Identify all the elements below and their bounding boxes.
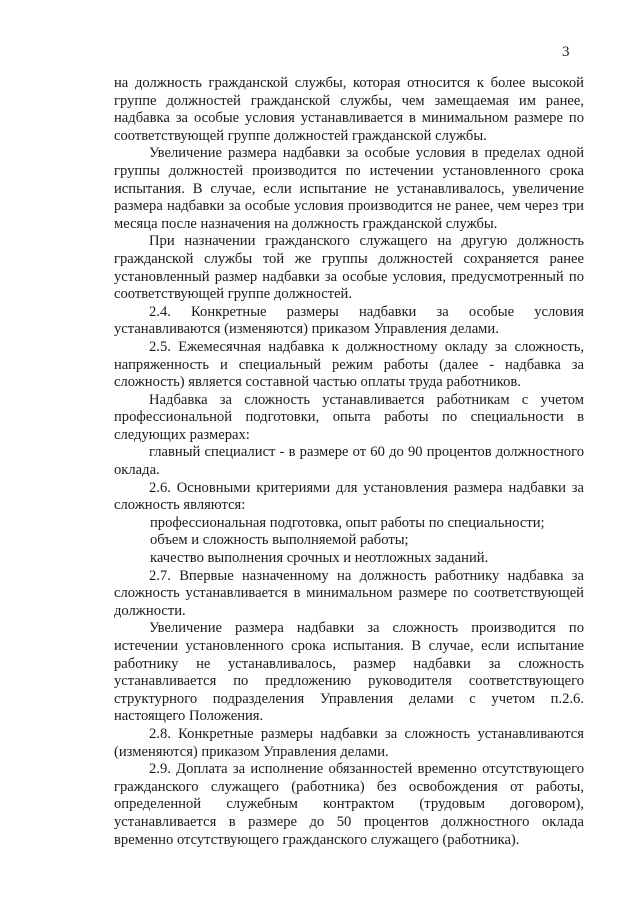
criteria-list-item: объем и сложность выполняемой работы; — [150, 532, 409, 549]
criteria-list-item: профессиональная подготовка, опыт работы по специальности; — [150, 514, 545, 531]
paragraph: При назначении гражданского служащего на другую должность гражданской службы той же группы должностей сохраняется ранее установленный размер надбавки за особые условия, предусмотренный по соответствующей группе должностей. — [114, 233, 584, 303]
paragraph: Надбавка за сложность устанавливается работникам с учетом профессиональной подготовки, опыта работы по специальности в следующих размерах: — [114, 391, 584, 443]
criteria-list-item: качество выполнения срочных и неотложных заданий. — [150, 550, 489, 567]
section-2-8: 2.8. Конкретные размеры надбавки за сложность устанавливаются (изменяются) приказом Управления делами. — [114, 725, 584, 760]
section-2-7: 2.7. Впервые назначенному на должность работнику надбавка за сложность устанавливается в минимальном размере по соответствующей должности. — [114, 567, 584, 619]
section-2-4: 2.4. Конкретные размеры надбавки за особые условия устанавливаются (изменяются) приказом Управления делами. — [114, 303, 584, 338]
section-2-6: 2.6. Основными критериями для установления размера надбавки за сложность являются: — [114, 479, 584, 514]
paragraph: на должность гражданской службы, которая относится к более высокой группе должностей гражданской службы, чем замещаемая им ранее, надбавка за особые условия устанавливается в минимальном размере по соответствующей группе должностей гражданской службы. — [114, 75, 584, 144]
paragraph: главный специалист - в размере от 60 до 90 процентов должностного оклада. — [114, 444, 584, 479]
page-number: 3 — [562, 44, 570, 60]
section-2-9: 2.9. Доплата за исполнение обязанностей временно отсутствующего гражданского служащего (работника) без освобождения от работы, определенной служебным контрактом (трудовым договором), устанавливается в размере до 50 процентов должностного оклада временно отсутствующего гражданского служащего (работника). — [114, 761, 584, 848]
paragraph: Увеличение размера надбавки за сложность производится по истечении установленного срока испытания. В случае, если испытание работнику не устанавливалось, размер надбавки за сложность устанавливается по предложению руководителя соответствующего структурного подразделения Управления делами с учетом п.2.6. настоящего Положения. — [114, 620, 584, 725]
paragraph: Увеличение размера надбавки за особые условия в пределах одной группы должностей производится по истечении установленного срока испытания. В случае, если испытание не устанавливалось, увеличение размера надбавки за особые условия производится не ранее, чем через три месяца после назначения на должность гражданской службы. — [114, 145, 584, 232]
section-2-5: 2.5. Ежемесячная надбавка к должностному окладу за сложность, напряженность и специальный режим работы (далее - надбавка за сложность) является составной частью оплаты труда работников. — [114, 338, 584, 391]
document-body — [114, 75, 584, 849]
